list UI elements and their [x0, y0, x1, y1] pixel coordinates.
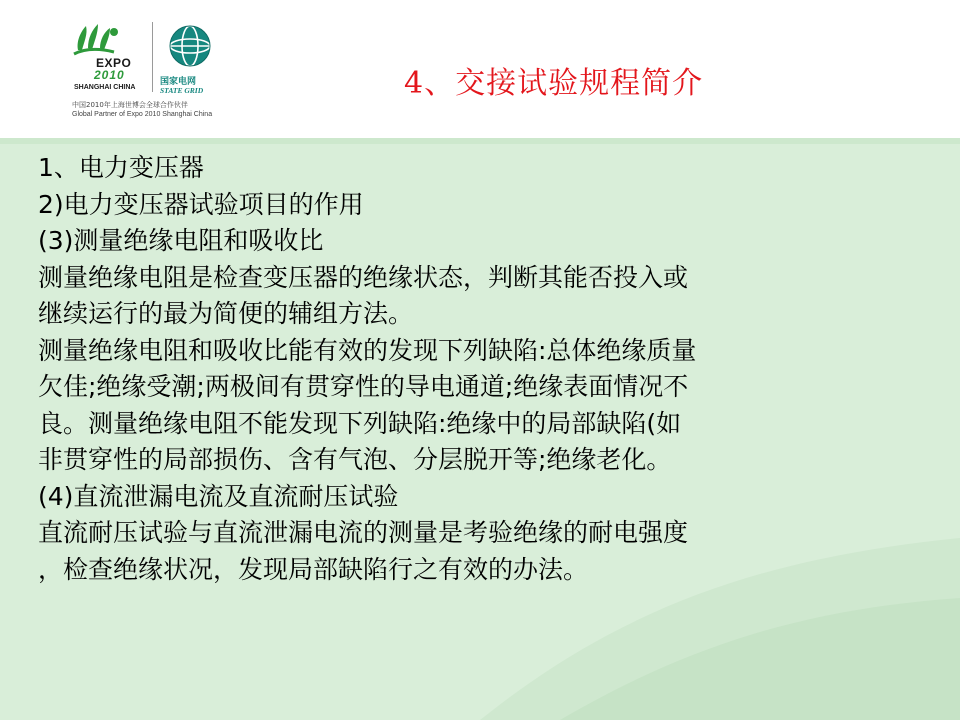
text-line: (3)测量绝缘电阻和吸收比: [38, 226, 324, 255]
text-line: 非贯穿性的局部损伤、含有气泡、分层脱开等;绝缘老化。: [38, 445, 672, 474]
state-grid-name-cn: 国家电网: [160, 77, 197, 87]
expo-mascot-icon: [70, 20, 130, 60]
text-line: 1、电力变压器: [38, 153, 204, 182]
text-line: 测量绝缘电阻和吸收比能有效的发现下列缺陷:总体绝缘质量: [38, 335, 697, 365]
body-text: [38, 150, 918, 588]
expo-word: EXPO: [96, 56, 132, 70]
slide-title: 4、交接试验规程简介: [404, 66, 704, 101]
partner-text-en: Global Partner of Expo 2010 Shanghai China: [72, 111, 213, 118]
text-line: 良。测量绝缘电阻不能发现下列缺陷:绝缘中的局部缺陷(如: [38, 408, 682, 438]
text-line: 继续运行的最为简便的辅组方法。: [38, 299, 414, 328]
text-line: ，检查绝缘状况，发现局部缺陷行之有效的办法。: [38, 554, 589, 584]
expo-year: 2010: [94, 68, 125, 82]
text-line: 直流耐压试验与直流泄漏电流的测量是考验绝缘的耐电强度: [38, 518, 689, 547]
state-grid-name-en: STATE GRID: [160, 86, 204, 95]
text-line: (4)直流泄漏电流及直流耐压试验: [38, 481, 399, 511]
state-grid-logo: [158, 20, 228, 95]
text-line: 欠佳;绝缘受潮;两极间有贯穿性的导电通道;绝缘表面情况不: [38, 372, 689, 401]
globe-icon: [168, 24, 212, 68]
expo-city: SHANGHAI CHINA: [74, 84, 136, 91]
text-line: 2)电力变压器试验项目的作用: [38, 189, 364, 219]
text-line: 测量绝缘电阻是检查变压器的绝缘状态，判断其能否投入或: [38, 262, 689, 292]
logo-divider: [152, 22, 153, 92]
expo-2010-logo: [70, 20, 150, 92]
header-logos: [60, 18, 240, 128]
partner-text-cn: 中国2010年上海世博会全球合作伙伴: [72, 101, 188, 109]
content-panel: [0, 138, 960, 720]
